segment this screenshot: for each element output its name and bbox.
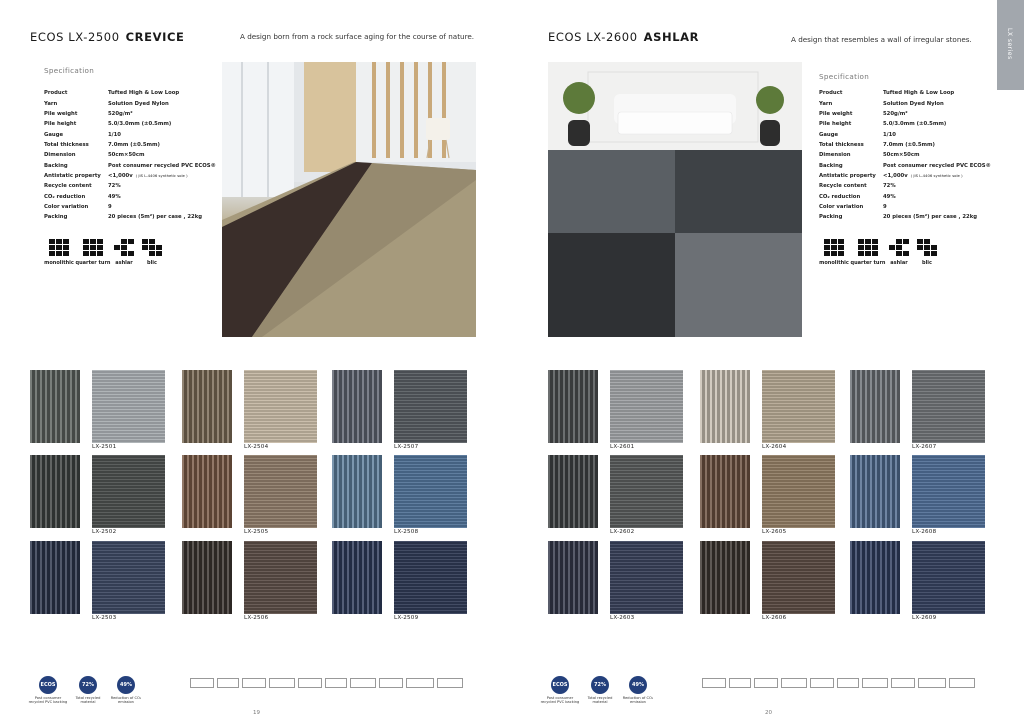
spec-value: Post consumer recycled PVC ECOS®: [108, 162, 216, 169]
pattern-label: ashlar: [890, 260, 908, 266]
tagline: A design born from a rock surface aging for the course of nature.: [240, 32, 475, 41]
spec-value: 50cm×50cm: [108, 152, 145, 159]
spec-row: [819, 202, 991, 212]
product-code: LX-2606: [762, 615, 787, 621]
spec-key: Packing: [44, 214, 68, 221]
swatch-closeup: [182, 541, 232, 614]
spec-key: Gauge: [44, 131, 64, 138]
pattern-label: quarter turn: [850, 260, 886, 266]
spec-value: 20 pieces (5m²) per case , 22kg: [883, 214, 978, 221]
spec-value: 520g/m²: [108, 110, 133, 117]
spec-row: [44, 109, 216, 119]
cert-logo: [217, 678, 239, 688]
spec-value-cell: [108, 150, 216, 160]
spec-row: [44, 150, 216, 160]
product-code: LX-2601: [610, 444, 635, 450]
spec-table: [44, 88, 216, 222]
eco-badge-label: Reduction of CO₂ emission: [110, 696, 142, 705]
spec-value-cell: [883, 140, 991, 150]
spec-value: Post consumer recycled PVC ECOS®: [883, 162, 991, 169]
spec-value-cell: [883, 171, 991, 181]
spec-value: Solution Dyed Nylon: [108, 100, 169, 107]
product-code: LX-2502: [92, 529, 117, 535]
spec-key: Pile weight: [819, 110, 853, 117]
spec-value: Solution Dyed Nylon: [883, 100, 944, 107]
spec-row: [819, 140, 991, 150]
spec-value: 1/10: [883, 131, 896, 138]
pattern-label: monolithic: [819, 260, 849, 266]
swatch-tile: [912, 541, 985, 614]
certification-logos: [702, 678, 978, 688]
spec-key: Pile height: [44, 121, 77, 128]
spec-value: 9: [883, 203, 887, 210]
spec-row: [819, 129, 991, 139]
cert-logo: [269, 678, 295, 688]
spec-row: [819, 98, 991, 108]
page-number: 20: [765, 710, 772, 716]
cert-logo: [754, 678, 778, 688]
spec-value: Tufted High & Low Loop: [108, 90, 180, 97]
spec-row: [819, 171, 991, 181]
spec-row: [44, 88, 216, 98]
cert-logo: [810, 678, 834, 688]
product-code: LX-2509: [394, 615, 419, 621]
series-name: CREVICE: [125, 30, 185, 44]
swatch-closeup: [30, 370, 80, 443]
spec-key: CO₂ reduction: [819, 193, 861, 200]
spec-key: Recycle content: [819, 183, 867, 190]
spec-row: [44, 191, 216, 201]
pattern-ashlar: [887, 239, 911, 266]
eco-badge-label: Total recycled material: [587, 696, 613, 705]
product-code: LX-2503: [92, 615, 117, 621]
swatch-closeup: [182, 455, 232, 528]
spec-key: Yarn: [819, 100, 833, 107]
spec-key: Product: [44, 90, 68, 97]
spec-note: ( JIS L-4406 synthetic sole ): [910, 172, 963, 178]
spec-value-cell: [883, 202, 991, 212]
cert-logo: [406, 678, 434, 688]
page-title: [30, 30, 184, 44]
eco-badge-label: Reduction of CO₂ emission: [622, 696, 654, 705]
spec-key: Backing: [44, 162, 68, 169]
certification-logos: [190, 678, 466, 688]
eco-badge-icon: ECOS: [39, 676, 57, 694]
pattern-quarter-turn: [850, 239, 886, 266]
tagline: A design that resembles a wall of irregular stones.: [791, 35, 972, 44]
spec-row: [44, 119, 216, 129]
swatch-tile: [610, 455, 683, 528]
cert-logo: [325, 678, 347, 688]
spec-key: Packing: [819, 214, 843, 221]
swatch-closeup: [850, 541, 900, 614]
spec-value: Tufted High & Low Loop: [883, 90, 955, 97]
product-code: LX-2504: [244, 444, 269, 450]
eco-badge-label: Post consumer recycled PVC backing: [540, 696, 580, 705]
spec-value-cell: [108, 140, 216, 150]
swatch-closeup: [548, 455, 598, 528]
product-code: LX-2607: [912, 444, 937, 450]
swatch-closeup: [548, 370, 598, 443]
swatch-tile: [92, 455, 165, 528]
spec-heading: Specification: [44, 66, 95, 75]
spec-value-cell: [108, 212, 216, 222]
swatch-tile: [912, 455, 985, 528]
swatch-tile: [762, 541, 835, 614]
pattern-label: monolithic: [44, 260, 74, 266]
spec-row: [819, 109, 991, 119]
spec-value: 50cm×50cm: [883, 152, 920, 159]
spec-key: Product: [819, 90, 843, 97]
spec-value: 72%: [883, 183, 896, 190]
spec-value-cell: [883, 150, 991, 160]
spec-row: [819, 191, 991, 201]
swatch-closeup: [700, 370, 750, 443]
spec-key: Antistatic property: [44, 172, 101, 179]
pattern-diagram-icon: [49, 239, 69, 256]
swatch-closeup: [332, 455, 382, 528]
swatch-tile: [394, 455, 467, 528]
spec-value: 49%: [883, 193, 896, 200]
spec-value-cell: [883, 88, 991, 98]
cert-logo: [350, 678, 376, 688]
spec-key: Backing: [819, 162, 843, 169]
pattern-diagram-icon: [83, 239, 103, 256]
spec-value-cell: [883, 129, 991, 139]
spec-note: ( JIS L-4406 synthetic sole ): [135, 172, 188, 178]
spec-key: Pile weight: [44, 110, 78, 117]
room-photo: [548, 62, 802, 337]
spec-value-cell: [108, 119, 216, 129]
spec-value-cell: [883, 160, 991, 170]
swatch-tile: [394, 370, 467, 443]
spec-value: 20 pieces (5m²) per case , 22kg: [108, 214, 203, 221]
spec-row: [44, 171, 216, 181]
spec-value: 1/10: [108, 131, 121, 138]
eco-badge: [26, 676, 70, 705]
spec-value-cell: [883, 119, 991, 129]
eco-badge-icon: ECOS: [551, 676, 569, 694]
series-side-tab: [997, 0, 1024, 90]
product-code: LX-2605: [762, 529, 787, 535]
spec-key: Dimension: [44, 152, 76, 159]
product-code: LX-2603: [610, 615, 635, 621]
page-title: [548, 30, 699, 44]
spec-heading: Specification: [819, 72, 870, 81]
cert-logo: [242, 678, 266, 688]
spec-key: Recycle content: [44, 183, 92, 190]
swatch-closeup: [850, 370, 900, 443]
product-code: LX-2608: [912, 529, 937, 535]
spec-key: Dimension: [819, 152, 851, 159]
spec-row: [44, 202, 216, 212]
spec-row: [819, 119, 991, 129]
cert-logo: [379, 678, 403, 688]
swatch-closeup: [332, 541, 382, 614]
spec-row: [44, 129, 216, 139]
pattern-label: quarter turn: [75, 260, 111, 266]
spec-value-cell: [883, 212, 991, 222]
cert-logo: [949, 678, 975, 688]
pattern-ashlar: [112, 239, 136, 266]
cert-logo: [837, 678, 859, 688]
swatch-closeup: [182, 370, 232, 443]
installation-patterns: [44, 239, 168, 266]
eco-badge-icon: 72%: [591, 676, 609, 694]
pattern-monolithic: [44, 239, 74, 266]
spec-row: [44, 140, 216, 150]
spec-value: 5.0/3.0mm (±0.5mm): [108, 121, 172, 128]
spec-table: [819, 88, 991, 222]
pattern-quarter-turn: [75, 239, 111, 266]
spec-row: [819, 150, 991, 160]
spec-value-cell: [108, 98, 216, 108]
product-code: LX-2507: [394, 444, 419, 450]
eco-badge: [104, 676, 148, 705]
swatch-closeup: [850, 455, 900, 528]
cert-logo: [190, 678, 214, 688]
spec-value-cell: [108, 171, 216, 181]
spec-value: 9: [108, 203, 112, 210]
product-code: LX-2508: [394, 529, 419, 535]
pattern-diagram-icon: [824, 239, 844, 256]
swatch-closeup: [700, 541, 750, 614]
spec-value: <1,000v: [883, 172, 908, 179]
pattern-blic: [915, 239, 939, 266]
swatch-tile: [244, 370, 317, 443]
spec-key: Color variation: [44, 203, 89, 210]
spec-row: [44, 98, 216, 108]
spec-row: [44, 181, 216, 191]
spec-value-cell: [108, 191, 216, 201]
spec-value: 7.0mm (±0.5mm): [883, 141, 935, 148]
room-illustration: [222, 62, 476, 337]
room-illustration: [548, 62, 802, 337]
swatch-closeup: [332, 370, 382, 443]
spec-value-cell: [883, 109, 991, 119]
product-code: LX-2602: [610, 529, 635, 535]
product-label: ECOS LX-2600: [548, 30, 638, 44]
spec-key: Color variation: [819, 203, 864, 210]
spec-key: Total thickness: [44, 141, 89, 148]
swatch-tile: [92, 541, 165, 614]
spec-key: Yarn: [44, 100, 58, 107]
pattern-diagram-icon: [917, 239, 937, 256]
swatch-tile: [610, 370, 683, 443]
eco-badge-icon: 49%: [117, 676, 135, 694]
swatch-tile: [762, 455, 835, 528]
pattern-diagram-icon: [142, 239, 162, 256]
swatch-closeup: [30, 541, 80, 614]
swatch-tile: [244, 541, 317, 614]
pattern-diagram-icon: [889, 239, 909, 256]
eco-badge-label: Post consumer recycled PVC backing: [28, 696, 68, 705]
spec-value-cell: [883, 181, 991, 191]
eco-badge-icon: 72%: [79, 676, 97, 694]
eco-badge: [538, 676, 582, 705]
eco-badge-icon: 49%: [629, 676, 647, 694]
spec-key: CO₂ reduction: [44, 193, 86, 200]
spec-value: <1,000v: [108, 172, 133, 179]
swatch-tile: [394, 541, 467, 614]
pattern-diagram-icon: [858, 239, 878, 256]
cert-logo: [729, 678, 751, 688]
spec-value: 72%: [108, 183, 121, 190]
spec-key: Pile height: [819, 121, 852, 128]
cert-logo: [862, 678, 888, 688]
spec-key: Antistatic property: [819, 172, 876, 179]
spec-row: [819, 160, 991, 170]
spec-row: [44, 212, 216, 222]
cert-logo: [781, 678, 807, 688]
product-label: ECOS LX-2500: [30, 30, 120, 44]
pattern-blic: [140, 239, 164, 266]
room-photo: [222, 62, 476, 337]
swatch-tile: [244, 455, 317, 528]
pattern-label: blic: [147, 260, 157, 266]
spec-value-cell: [108, 88, 216, 98]
spec-value-cell: [883, 98, 991, 108]
spec-key: Total thickness: [819, 141, 864, 148]
spec-row: [819, 88, 991, 98]
spec-value-cell: [108, 202, 216, 212]
swatch-tile: [92, 370, 165, 443]
spec-value-cell: [108, 129, 216, 139]
spec-key: Gauge: [819, 131, 839, 138]
pattern-label: ashlar: [115, 260, 133, 266]
spec-value-cell: [108, 109, 216, 119]
cert-logo: [702, 678, 726, 688]
product-code: LX-2501: [92, 444, 117, 450]
swatch-tile: [610, 541, 683, 614]
spec-row: [819, 181, 991, 191]
product-code: LX-2609: [912, 615, 937, 621]
spec-value: 49%: [108, 193, 121, 200]
eco-badge-label: Total recycled material: [75, 696, 101, 705]
spec-value: 520g/m²: [883, 110, 908, 117]
spec-row: [44, 160, 216, 170]
product-code: LX-2604: [762, 444, 787, 450]
pattern-label: blic: [922, 260, 932, 266]
swatch-tile: [762, 370, 835, 443]
spec-value: 7.0mm (±0.5mm): [108, 141, 160, 148]
spec-value-cell: [108, 160, 216, 170]
swatch-closeup: [30, 455, 80, 528]
installation-patterns: [819, 239, 943, 266]
swatch-tile: [912, 370, 985, 443]
page-number: 19: [253, 710, 260, 716]
cert-logo: [918, 678, 946, 688]
spec-value: 5.0/3.0mm (±0.5mm): [883, 121, 947, 128]
product-code: LX-2506: [244, 615, 269, 621]
cert-logo: [891, 678, 915, 688]
spec-row: [819, 212, 991, 222]
swatch-closeup: [700, 455, 750, 528]
pattern-monolithic: [819, 239, 849, 266]
cert-logo: [298, 678, 322, 688]
eco-badge: [616, 676, 660, 705]
cert-logo: [437, 678, 463, 688]
series-name: ASHLAR: [643, 30, 700, 44]
swatch-closeup: [548, 541, 598, 614]
spec-value-cell: [108, 181, 216, 191]
side-tab-label: LX series: [1006, 28, 1013, 60]
spec-value-cell: [883, 191, 991, 201]
product-code: LX-2505: [244, 529, 269, 535]
pattern-diagram-icon: [114, 239, 134, 256]
